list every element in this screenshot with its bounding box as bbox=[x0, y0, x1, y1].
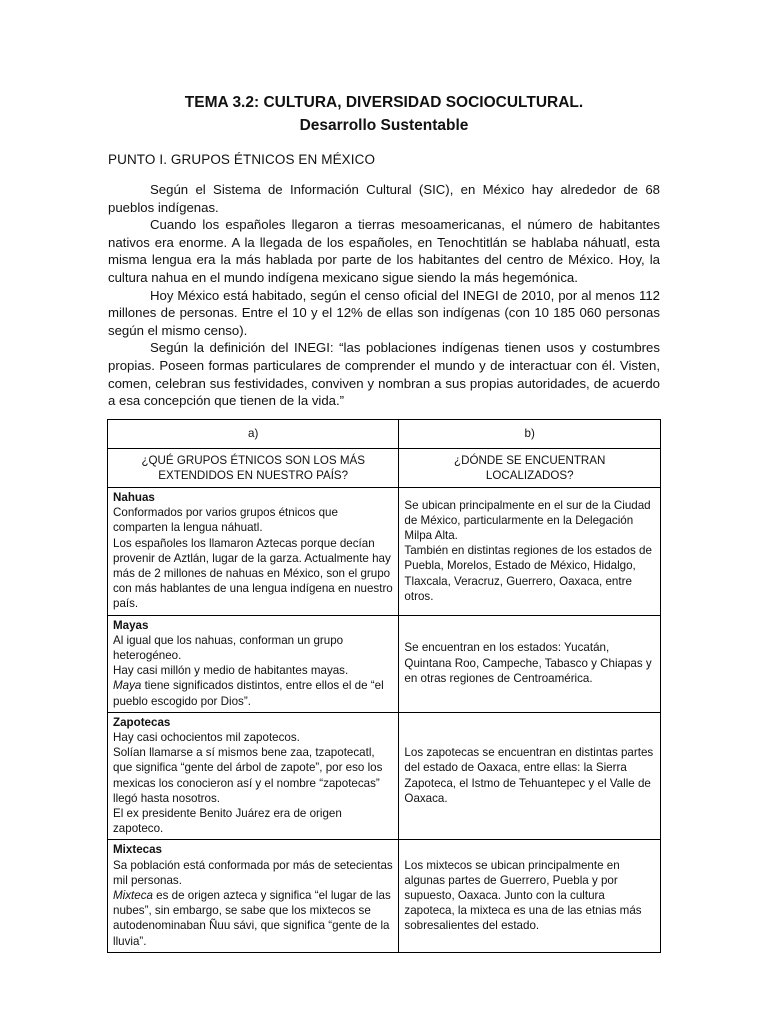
paragraph: Según la definición del INEGI: “las poblaciones indígenas tienen usos y costumbres propias. Poseen formas particulares de comprender el mundo y de interactuar con él. Visten, comen, celebran sus festividades, conviven y nombran a sus propias autoridades, de acuerdo a esa concepción que tienen de la vida.” bbox=[108, 340, 660, 409]
location-cell bbox=[399, 840, 661, 952]
group-text: Solían llamarse a sí mismos bene zaa, tzapotecatl, que significa “gente del árbol de zapote”, por eso los mexicas los conocieron así y el nombre “zapotecas” llegó hasta nosotros. bbox=[113, 746, 383, 805]
group-name: Zapotecas bbox=[113, 715, 171, 729]
group-text: El ex presidente Benito Juárez era de origen zapoteco. bbox=[113, 807, 342, 836]
ethnic-groups-table bbox=[107, 419, 661, 953]
group-text-rest: tiene significados distintos, entre ellos el de “el pueblo escogido por Dios”. bbox=[113, 679, 384, 708]
location-cell bbox=[399, 615, 661, 712]
table-row bbox=[108, 840, 661, 952]
group-cell bbox=[108, 615, 399, 712]
group-text: Al igual que los nahuas, conforman un grupo heterogéneo. bbox=[113, 633, 344, 663]
document-subtitle: Desarrollo Sustentable bbox=[299, 117, 469, 134]
location-cell bbox=[399, 488, 661, 616]
column-b-question: ¿DÓNDE SE ENCUENTRAN LOCALIZADOS? bbox=[399, 449, 661, 488]
table-row bbox=[108, 615, 661, 712]
column-b-label: b) bbox=[399, 420, 661, 449]
column-a-question: ¿QUÉ GRUPOS ÉTNICOS SON LOS MÁS EXTENDIDOS EN NUESTRO PAÍS? bbox=[108, 449, 399, 488]
section-heading: PUNTO I. GRUPOS ÉTNICOS EN MÉXICO bbox=[108, 152, 376, 167]
group-cell bbox=[108, 712, 399, 840]
paragraph: Cuando los españoles llegaron a tierras mesoamericanas, el número de habitantes nativos era enorme. A la llegada de los españoles, en Tenochtitlán se hablaba náhuatl, esta misma lengua era la más hablada por parte de los habitantes del centro de México. Hoy, la cultura nahua en el mundo indígena mexicano sigue siendo la más hegemónica. bbox=[108, 217, 660, 285]
table-row bbox=[108, 488, 661, 616]
location-cell bbox=[399, 712, 661, 840]
italic-term: Mixteca bbox=[113, 889, 153, 903]
group-text: Sa población está conformada por más de setecientas mil personas. bbox=[113, 858, 393, 887]
italic-term: Maya bbox=[113, 679, 142, 693]
group-text: Hay casi millón y medio de habitantes mayas. bbox=[113, 664, 349, 678]
body-text bbox=[108, 181, 660, 410]
location-text: Se ubican principalmente en el sur de la Ciudad de México, particularmente en la Delegación Milpa Alta. bbox=[404, 498, 651, 542]
document-title: TEMA 3.2: CULTURA, DIVERSIDAD SOCIOCULTURAL. bbox=[184, 94, 584, 111]
group-name: Mayas bbox=[113, 618, 149, 632]
paragraph: Según el Sistema de Información Cultural (SIC), en México hay alrededor de 68 pueblos indígenas. bbox=[108, 182, 660, 215]
table-header-row bbox=[108, 420, 661, 449]
group-text: Los españoles los llamaron Aztecas porque decían provenir de Aztlán, lugar de la garza. Actualmente hay más de 2 millones de nahuas en México, son el grupo con más hablantes de una lengua indígena en nuestro país. bbox=[113, 536, 393, 611]
group-name: Nahuas bbox=[113, 491, 155, 504]
paragraph: Hoy México está habitado, según el censo oficial del INEGI de 2010, por al menos 112 millones de personas. Entre el 10 y el 12% de ellas son indígenas (con 10 185 060 personas según el mismo censo). bbox=[108, 287, 660, 338]
location-text: También en distintas regiones de los estados de Puebla, Morelos, Estado de México, Hidalgo, Tlaxcala, Veracruz, Guerrero, Oaxaca, entre otros. bbox=[404, 544, 652, 603]
location-text: Se encuentran en los estados: Yucatán, Quintana Roo, Campeche, Tabasco y Chiapas y en otras regiones de Centroamérica. bbox=[404, 641, 652, 685]
group-cell bbox=[108, 488, 399, 616]
group-text bbox=[113, 678, 393, 708]
group-cell bbox=[108, 840, 399, 952]
group-text-rest: es de origen azteca y significa “el lugar de las nubes”, sin embargo, se sabe que los mixtecos se autodenominaban Ñuu sávi, que significa “gente de la lluvia”. bbox=[113, 889, 391, 948]
group-text bbox=[113, 888, 393, 949]
column-a-label: a) bbox=[108, 420, 399, 449]
location-text: Los zapotecas se encuentran en distintas partes del estado de Oaxaca, entre ellas: la Sierra Zapoteca, el Istmo de Tehuantepec y el Valle de Oaxaca. bbox=[404, 746, 654, 805]
table-row bbox=[108, 712, 661, 840]
group-name: Mixtecas bbox=[113, 843, 162, 857]
table-question-row bbox=[108, 449, 661, 488]
group-text: Conformados por varios grupos étnicos que comparten la lengua náhuatl. bbox=[113, 506, 338, 535]
group-text: Hay casi ochocientos mil zapotecos. bbox=[113, 731, 300, 745]
location-text: Los mixtecos se ubican principalmente en algunas partes de Guerrero, Puebla y por supuesto, Oaxaca. Junto con la cultura zapoteca, la mixteca es una de las etnias más sobresalientes del estado. bbox=[404, 858, 642, 933]
